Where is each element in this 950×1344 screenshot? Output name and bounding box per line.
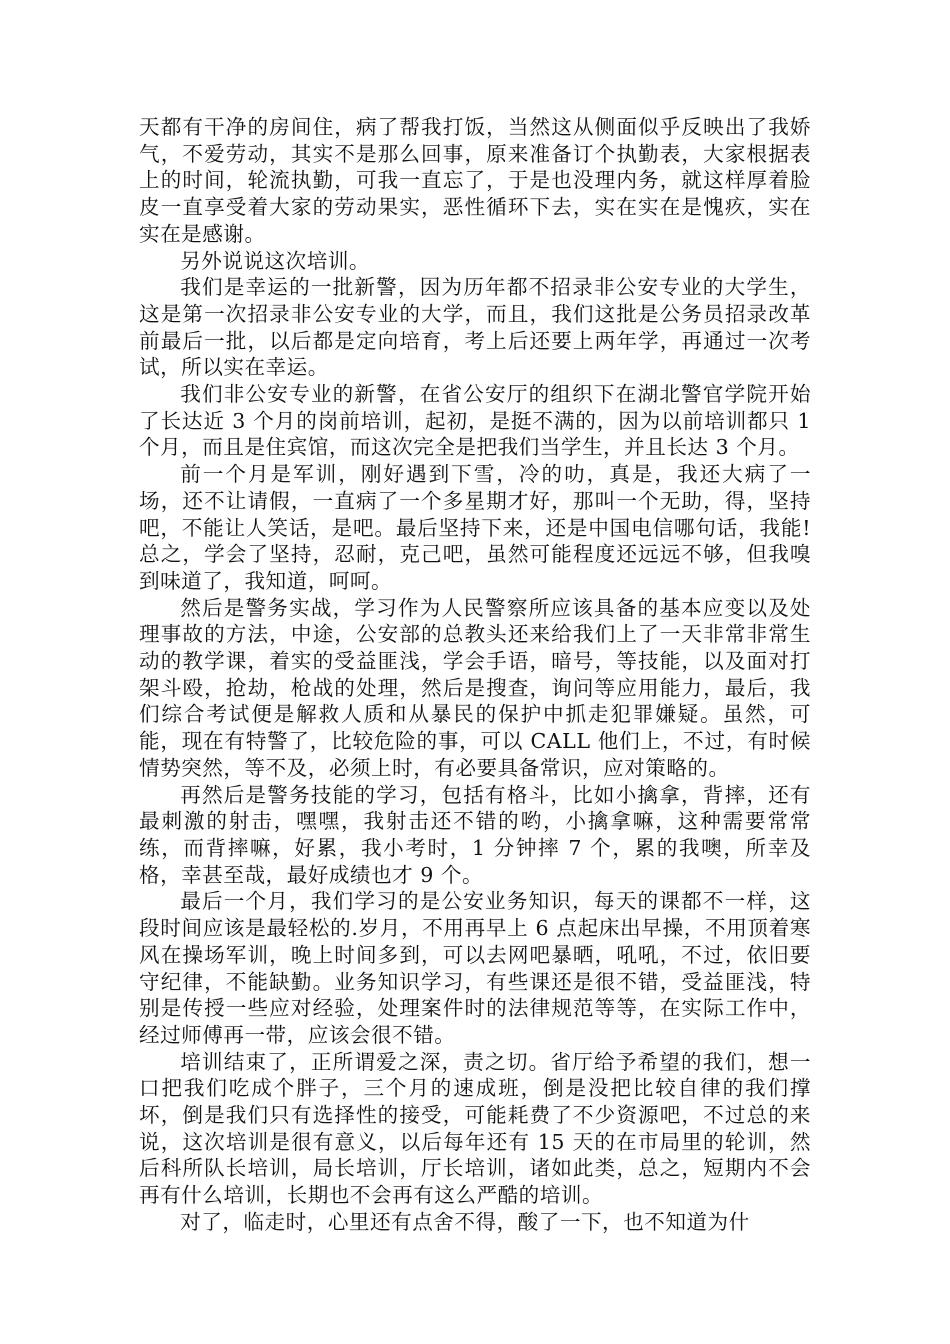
paragraph: 培训结束了，正所谓爱之深，责之切。省厅给予希望的我们，想一口把我们吃成个胖子，三个月的速成班，倒是没把比较自律的我们撑坏，倒是我们只有选择性的接受，可能耗费了不少资源吧，不过总的来说，这次培训是很有意义，以后每年还有 15 天的在市局里的轮训，然后科所队长培训，局长培训，厅长培训，诸如此类，总之，短期内不会再有什么培训，长期也不会再有这么严酷的培训。 <box>139 1049 811 1208</box>
paragraph: 再然后是警务技能的学习，包括有格斗，比如小擒拿，背摔，还有最刺激的射击，嘿嘿，我射击还不错的哟，小擒拿嘛，这种需要常常练，而背摔嘛，好累，我小考时，1 分钟摔 7 个，累的我噢，所幸及格，幸甚至哉，最好成绩也才 9 个。 <box>139 782 811 887</box>
paragraph: 然后是警务实战，学习作为人民警察所应该具备的基本应变以及处理事故的方法，中途，公安部的总教头还来给我们上了一天非常非常生动的教学课，着实的受益匪浅，学会手语，暗号，等技能，以及面对打架斗殴，抢劫，枪战的处理，然后是搜查，询问等应用能力，最后，我们综合考试便是解救人质和从暴民的保护中抓走犯罪嫌疑。虽然，可能，现在有特警了，比较危险的事，可以 CALL 他们上，不过，有时候情势突然，等不及，必须上时，有必要具备常识，应对策略的。 <box>139 595 811 780</box>
paragraph: 另外说说这次培训。 <box>180 248 371 273</box>
paragraph-continued: 天都有干净的房间住，病了帮我打饭，当然这从侧面似乎反映出了我娇气，不爱劳动，其实不是那么回事，原来准备订个执勤表，大家根据表上的时间，轮流执勤，可我一直忘了，于是也没理内务，就这样厚着脸皮一直享受着大家的劳动果实，恶性循环下去，实在实在是愧疚，实在实在是感谢。 <box>139 115 811 246</box>
document-body <box>139 114 811 1236</box>
paragraph: 对了，临走时，心里还有点舍不得，酸了一下，也不知道为什 <box>180 1209 750 1234</box>
paragraph: 我们是幸运的一批新警，因为历年都不招录非公安专业的大学生，这是第一次招录非公安专业的大学，而且，我们这批是公务员招录改革前最后一批，以后都是定向培育，考上后还要上两年学，再通过一次考试，所以实在幸运。 <box>139 275 811 380</box>
paragraph: 前一个月是军训，刚好遇到下雪，冷的叻，真是，我还大病了一场，还不让请假，一直病了一个多星期才好，那叫一个无助，得，坚持吧，不能让人笑话，是吧。最后坚持下来，还是中国电信哪句话，我能!总之，学会了坚持，忍耐，克己吧，虽然可能程度还远远不够，但我嗅到味道了，我知道，呵呵。 <box>139 462 811 593</box>
paragraph: 最后一个月，我们学习的是公安业务知识，每天的课都不一样，这段时间应该是最轻松的.岁月，不用再早上 6 点起床出早操，不用顶着寒风在操场军训，晚上时间多到，可以去网吧暴晒，吼吼，不过，依旧要守纪律，不能缺勤。业务知识学习，有些课还是很不错，受益匪浅，特别是传授一些应对经验，处理案件时的法律规范等等，在实际工作中，经过师傅再一带，应该会很不错。 <box>139 889 811 1047</box>
paragraph: 我们非公安专业的新警，在省公安厅的组织下在湖北警官学院开始了长达近 3 个月的岗前培训，起初，是挺不满的，因为以前培训都只 1 个月，而且是住宾馆，而这次完全是把我们当学生，并且长达 3 个月。 <box>139 382 811 460</box>
